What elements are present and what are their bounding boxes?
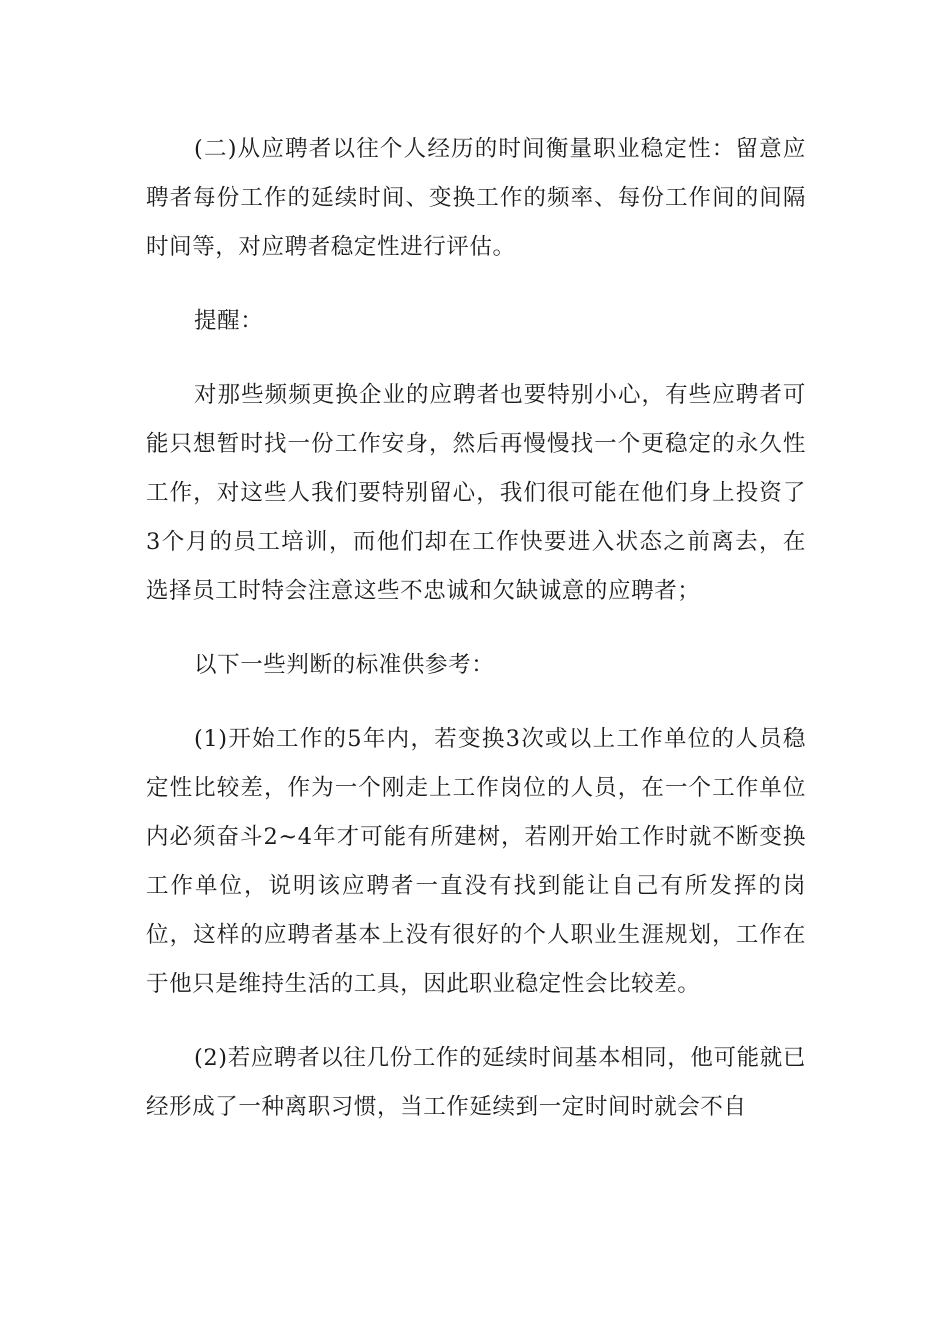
- paragraph-job-hopper-warning: 对那些频频更换企业的应聘者也要特别小心，有些应聘者可能只想暂时找一份工作安身，然后再慢慢找一个更稳定的永久性工作，对这些人我们要特别留心，我们很可能在他们身上投资了3个月的员工培训，而他们却在工作快要进入状态之前离去，在选择员工时特会注意这些不忠诚和欠缺诚意的应聘者；: [146, 382, 806, 604]
- document-body: [146, 125, 806, 1132]
- paragraph-reminder-heading: 提醒：: [194, 308, 264, 334]
- paragraph-criteria-intro: 以下一些判断的标准供参考：: [194, 652, 495, 678]
- paragraph-criterion-1: (1)开始工作的5年内，若变换3次或以上工作单位的人员稳定性比较差，作为一个刚走上工作岗位的人员，在一个工作单位内必须奋斗2~4年才可能有所建树，若刚开始工作时就不断变换工作单位，说明该应聘者一直没有找到能让自己有所发挥的岗位，这样的应聘者基本上没有很好的个人职业生涯规划，工作在于他只是维持生活的工具，因此职业稳定性会比较差。: [146, 726, 806, 997]
- paragraph-criterion-2: (2)若应聘者以往几份工作的延续时间基本相同，他可能就已经形成了一种离职习惯，当工作延续到一定时间时就会不自: [146, 1045, 806, 1120]
- paragraph-career-stability: (二)从应聘者以往个人经历的时间衡量职业稳定性：留意应聘者每份工作的延续时间、变换工作的频率、每份工作间的间隔时间等，对应聘者稳定性进行评估。: [146, 136, 806, 260]
